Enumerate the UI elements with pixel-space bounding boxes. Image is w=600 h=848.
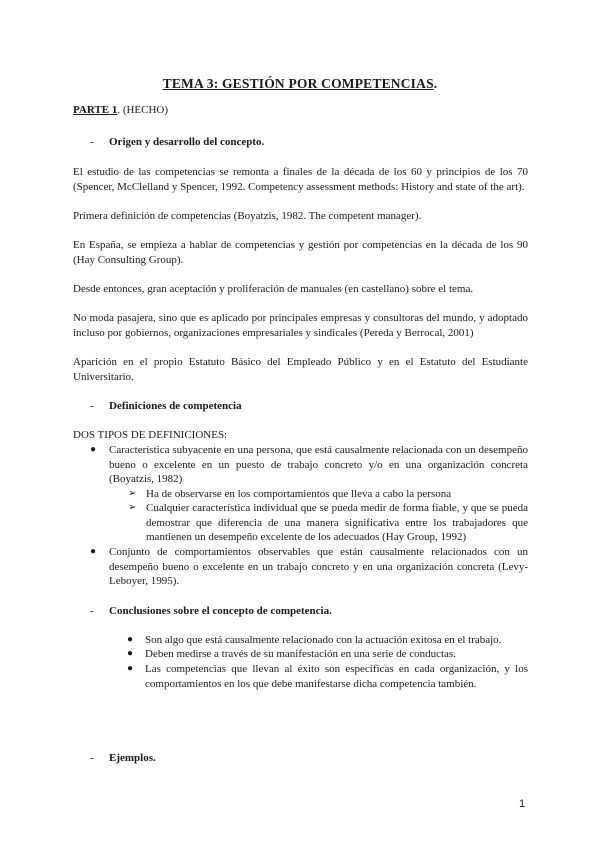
bullet-icon: ●	[127, 663, 134, 674]
definition-subitem: Ha de observarse en los comportamientos que lleva a cabo la persona	[146, 488, 452, 500]
bullet-icon: ●	[127, 634, 134, 645]
paragraph: El estudio de las competencias se remonta a finales de la década de los 60 y principios de los 70 (Spencer, McClelland y Spencer, 1992. Competency assessment methods: History and state of the art).	[73, 166, 528, 193]
paragraph: Primera definición de competencias (Boyatzis, 1982. The competent manager).	[73, 210, 422, 222]
paragraph: Aparición en el propio Estatuto Básico del Empleado Público y en el Estatuto del Estudiante Universitario.	[73, 356, 528, 383]
part-heading: PARTE 1. (HECHO)	[73, 104, 169, 116]
conclusion-item: Son algo que está causalmente relacionado con la actuación exitosa en el trabajo.	[145, 634, 502, 646]
page-title: TEMA 3: GESTIÓN POR COMPETENCIAS.	[162, 76, 438, 91]
bullet-icon: ●	[90, 546, 97, 557]
arrow-bullet-icon: ➢	[128, 488, 137, 499]
paragraph: Desde entonces, gran aceptación y proliferación de manuales (en castellano) sobre el tema.	[73, 283, 474, 295]
bullet-icon: ●	[90, 444, 97, 455]
conclusion-item: Deben medirse a través de su manifestación en una serie de conductas.	[145, 648, 456, 660]
conclusion-item: Las competencias que llevan al éxito son específicas en cada organización, y los comportamientos en los que debe manifestarse dicha competencia también.	[145, 663, 528, 690]
section-heading-examples: - Ejemplos.	[90, 752, 156, 764]
section-heading-conclusions: - Conclusiones sobre el concepto de competencia.	[90, 605, 332, 617]
paragraph: No moda pasajera, sino que es aplicado por principales empresas y consultoras del mundo, y adoptado incluso por gobiernos, organizaciones empresariales y sindicales (Pereda y Berrocal, 2001)	[73, 312, 528, 339]
page-number: 1	[519, 798, 526, 810]
arrow-bullet-icon: ➢	[128, 502, 137, 513]
section-heading-origin: - Origen y desarrollo del concepto.	[90, 136, 265, 148]
paragraph: En España, se empieza a hablar de competencias y gestión por competencias en la década de los 90 (Hay Consulting Group).	[73, 239, 528, 266]
section-heading-definitions: - Definiciones de competencia	[90, 400, 242, 412]
definition-subitem: Cualquier característica individual que se pueda medir de forma fiable, y que se pueda demostrar que diferencia de una manera significativa entre los trabajadores que mantienen un desempeño excelente de los adecuados (Hay Group, 1992)	[146, 502, 528, 544]
bullet-icon: ●	[127, 648, 134, 659]
definition-item: Característica subyacente en una persona, que está causalmente relacionada con un desempeño bueno o excelente en un puesto de trabajo concreto y/o en una organización concreta (Boyatzis, 1982)	[109, 444, 528, 486]
definitions-intro: DOS TIPOS DE DEFINICIONES:	[73, 429, 228, 441]
definition-item: Conjunto de comportamientos observables que están causalmente relacionados con un desempeño bueno o excelente en un trabajo concreto y en una organización concreta (Levy-Leboyer, 1995).	[109, 546, 528, 588]
